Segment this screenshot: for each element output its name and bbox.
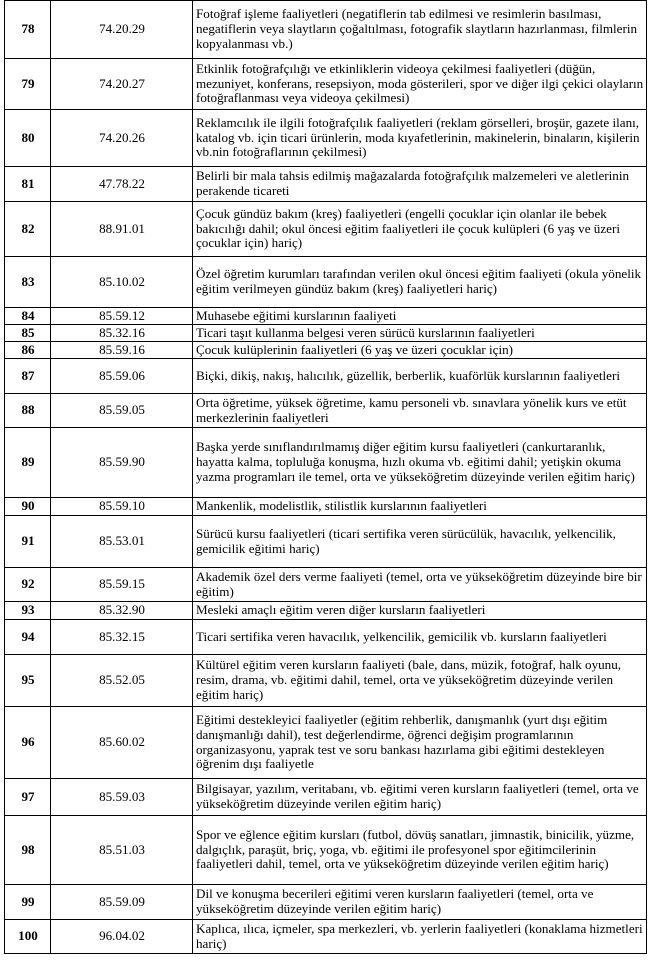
row-number: 89 — [5, 428, 51, 498]
nace-code: 85.59.16 — [51, 342, 193, 359]
table-row — [5, 325, 647, 342]
nace-code: 85.59.09 — [51, 885, 193, 920]
activity-description: Çocuk gündüz bakım (kreş) faaliyetleri (engelli çocuklar için olanlar ile bebek bakıcılığı dahil; okul öncesi eğitim faaliyetleri ile çocuk kulüpleri (6 yaş ve üzeri çocuklar için) hariç) — [193, 202, 647, 257]
activity-description: Bilgisayar, yazılım, veritabanı, vb. eğitimi veren kursların faaliyetleri (temel, orta ve yükseköğretim düzeyinde verilen eğitim hariç) — [193, 779, 647, 816]
row-number: 82 — [5, 202, 51, 257]
table-row — [5, 428, 647, 498]
nace-code: 85.59.12 — [51, 308, 193, 325]
table-row — [5, 816, 647, 885]
row-number: 86 — [5, 342, 51, 359]
activity-description: Spor ve eğlence eğitim kursları (futbol, dövüş sanatları, jimnastik, binicilik, yüzme, dalgıçlık, paraşüt, briç, yoga, vb. eğitimi ile profesyonel spor eğitimcilerinin faaliyetleri dahil, temel, orta ve yükseköğretim düzeyinde verilen eğitim hariç) — [193, 816, 647, 885]
nace-code: 85.32.16 — [51, 325, 193, 342]
row-number: 96 — [5, 707, 51, 779]
nace-code: 85.60.02 — [51, 707, 193, 779]
activity-description: Eğitimi destekleyici faaliyetler (eğitim rehberlik, danışmanlık (yurt dışı eğitim danışmanlığı dahil), test değerlendirme, öğrenci değişim programlarının organizasyonu, yaprak test ve soru bankası hazırlama gibi eğitimi destekleyen öğrenim dışı faaliyetle — [193, 707, 647, 779]
activity-description: Etkinlik fotoğrafçılığı ve etkinliklerin videoya çekilmesi faaliyetleri (düğün, mezuniyet, konferans, resepsiyon, moda gösterileri, spor ve diğer ilgi çekici olayların fotoğraflanması veya videoya çekilmesi) — [193, 59, 647, 110]
activity-description: Ticari sertifika veren havacılık, yelkencilik, gemicilik vb. kursların faaliyetleri — [193, 620, 647, 655]
row-number: 78 — [5, 1, 51, 59]
nace-code: 85.10.02 — [51, 257, 193, 308]
table-row — [5, 779, 647, 816]
activity-description: Özel öğretim kurumları tarafından verilen okul öncesi eğitim faaliyeti (okula yönelik eğitim verilmeyen gündüz bakım (kreş) faaliyetleri hariç) — [193, 257, 647, 308]
nace-code: 85.51.03 — [51, 816, 193, 885]
table-row — [5, 707, 647, 779]
row-number: 83 — [5, 257, 51, 308]
row-number: 100 — [5, 920, 51, 954]
activity-description: Mesleki amaçlı eğitim veren diğer kursların faaliyetleri — [193, 602, 647, 620]
table-row — [5, 394, 647, 428]
table-row — [5, 257, 647, 308]
nace-code: 85.59.05 — [51, 394, 193, 428]
row-number: 92 — [5, 568, 51, 602]
activity-description: Ticari taşıt kullanma belgesi veren sürücü kurslarının faaliyetleri — [193, 325, 647, 342]
activity-description: Başka yerde sınıflandırılmamış diğer eğitim kursu faaliyetleri (cankurtaranlık, hayatta kalma, topluluğa konuşma, hızlı okuma vb. eğitimi dahil; yetişkin okuma yazma programları ile temel, orta ve yükseköğretim düzeyinde verilen eğitim hariç) — [193, 428, 647, 498]
nace-code: 85.52.05 — [51, 655, 193, 707]
nace-code: 85.59.03 — [51, 779, 193, 816]
table-row — [5, 516, 647, 568]
table-row — [5, 1, 647, 59]
row-number: 87 — [5, 359, 51, 394]
row-number: 79 — [5, 59, 51, 110]
row-number: 90 — [5, 498, 51, 516]
table-row — [5, 568, 647, 602]
table-row — [5, 342, 647, 359]
activity-code-table — [4, 0, 647, 954]
row-number: 94 — [5, 620, 51, 655]
table-row — [5, 620, 647, 655]
activity-description: Akademik özel ders verme faaliyeti (temel, orta ve yükseköğretim düzeyinde bire bir eğitim) — [193, 568, 647, 602]
activity-description: Mankenlik, modelistlik, stilistlik kurslarının faaliyetleri — [193, 498, 647, 516]
nace-code: 85.32.90 — [51, 602, 193, 620]
table-row — [5, 885, 647, 920]
nace-code: 74.20.29 — [51, 1, 193, 59]
activity-description: Muhasebe eğitimi kurslarının faaliyeti — [193, 308, 647, 325]
activity-description: Sürücü kursu faaliyetleri (ticari sertifika veren sürücülük, havacılık, yelkencilik, gemicilik eğitimi hariç) — [193, 516, 647, 568]
nace-code: 85.59.06 — [51, 359, 193, 394]
row-number: 95 — [5, 655, 51, 707]
table-row — [5, 359, 647, 394]
nace-code: 88.91.01 — [51, 202, 193, 257]
row-number: 80 — [5, 110, 51, 167]
activity-description: Çocuk kulüplerinin faaliyetleri (6 yaş ve üzeri çocuklar için) — [193, 342, 647, 359]
table-row — [5, 602, 647, 620]
activity-description: Kültürel eğitim veren kursların faaliyeti (bale, dans, müzik, fotoğraf, halk oyunu, resim, drama, vb. eğitimi dahil, temel, orta ve yükseköğretim düzeyinde verilen eğitim hariç) — [193, 655, 647, 707]
table-row — [5, 202, 647, 257]
nace-code: 96.04.02 — [51, 920, 193, 954]
nace-code: 47.78.22 — [51, 167, 193, 202]
row-number: 88 — [5, 394, 51, 428]
activity-description: Kaplıca, ılıca, içmeler, spa merkezleri, vb. yerlerin faaliyetleri (konaklama hizmetleri hariç) — [193, 920, 647, 954]
activity-description: Belirli bir mala tahsis edilmiş mağazalarda fotoğrafçılık malzemeleri ve aletlerinin perakende ticareti — [193, 167, 647, 202]
nace-code: 74.20.27 — [51, 59, 193, 110]
table-row — [5, 498, 647, 516]
activity-description: Reklamcılık ile ilgili fotoğrafçılık faaliyetleri (reklam görselleri, broşür, gazete ilanı, katalog vb. için ticari ürünlerin, moda kıyafetlerinin, makinelerin, binaların, kişilerin vb.nin fotoğraflarının çekilmesi) — [193, 110, 647, 167]
table-row — [5, 59, 647, 110]
table-row — [5, 110, 647, 167]
row-number: 97 — [5, 779, 51, 816]
activity-description: Dil ve konuşma becerileri eğitimi veren kursların faaliyetleri (temel, orta ve yükseköğretim düzeyinde verilen eğitim hariç) — [193, 885, 647, 920]
activity-description: Biçki, dikiş, nakış, halıcılık, güzellik, berberlik, kuaförlük kurslarının faaliyetleri — [193, 359, 647, 394]
activity-description: Fotoğraf işleme faaliyetleri (negatiflerin tab edilmesi ve resimlerin basılması, negatiflerin veya slaytların çoğaltılması, fotografik slaytların hazırlanması, filmlerin kopyalanması vb.) — [193, 1, 647, 59]
row-number: 98 — [5, 816, 51, 885]
row-number: 91 — [5, 516, 51, 568]
row-number: 84 — [5, 308, 51, 325]
table-row — [5, 167, 647, 202]
table-row — [5, 655, 647, 707]
row-number: 85 — [5, 325, 51, 342]
nace-code: 85.59.10 — [51, 498, 193, 516]
nace-code: 74.20.26 — [51, 110, 193, 167]
activity-description: Orta öğretime, yüksek öğretime, kamu personeli vb. sınavlara yönelik kurs ve etüt merkezlerinin faaliyetleri — [193, 394, 647, 428]
nace-code: 85.59.15 — [51, 568, 193, 602]
table-row — [5, 920, 647, 954]
table-row — [5, 308, 647, 325]
nace-code: 85.59.90 — [51, 428, 193, 498]
row-number: 93 — [5, 602, 51, 620]
row-number: 99 — [5, 885, 51, 920]
nace-code: 85.53.01 — [51, 516, 193, 568]
nace-code: 85.32.15 — [51, 620, 193, 655]
document-page — [4, 0, 646, 968]
row-number: 81 — [5, 167, 51, 202]
